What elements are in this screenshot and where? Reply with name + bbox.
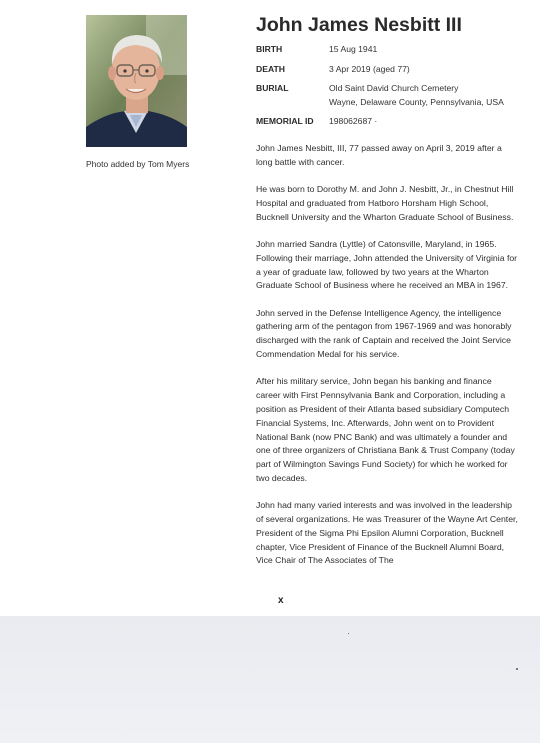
scan-speck <box>516 668 518 670</box>
bio-paragraph: After his military service, John began his banking and finance career with First Pennsylvania Bank and Corporation, including a position as President of their Atlanta based subsidiary Computech Financial Systems, Inc. Afterwards, John went on to Provident National Bank (now PNC Bank) and was ultimately a founder and one of three organizers of Christiana Bank & Trust Company (today part of Wilmington Savings Fund Society) for which he worked for two decades. <box>256 376 515 483</box>
photo-caption: Photo added by Tom Myers <box>86 159 190 169</box>
fact-label: BIRTH <box>256 44 283 54</box>
fact-memorial-id <box>256 115 526 129</box>
fact-burial <box>256 82 526 109</box>
bio-paragraph: John served in the Defense Intelligence Agency, the intelligence gathering arm of the pentagon from 1967-1969 and was honorably discharged with the rank of Captain and received the Joint Service Commendation Medal for his service. <box>256 307 512 360</box>
fact-value <box>329 115 377 129</box>
fact-label: BURIAL <box>256 83 289 93</box>
death-date: 3 Apr 2019 (aged 77) <box>329 63 410 74</box>
birth-date: 15 Aug 1941 <box>329 44 378 54</box>
burial-cemetery: Old Saint David Church Cemetery <box>329 83 459 93</box>
bio-paragraph: John James Nesbitt, III, 77 passed away on April 3, 2019 after a long battle with cancer. <box>256 143 502 167</box>
fact-value <box>329 82 504 109</box>
fact-label: MEMORIAL ID <box>256 116 314 126</box>
vital-facts <box>256 43 526 135</box>
scan-speck <box>348 633 349 634</box>
fact-value <box>329 63 410 77</box>
fact-birth <box>256 43 526 57</box>
fact-label: DEATH <box>256 63 285 74</box>
fact-value <box>329 43 377 57</box>
memorial-id: 198062687 · <box>329 116 378 126</box>
bio-paragraph: John had many varied interests and was involved in the leadership of several organizations. He was Treasurer of the Wayne Art Center, President of the Sigma Phi Epsilon Alumni Corporation, Bucknell chapter, Vice President of Finance of the Bucknell Alumni Board, Vice Chair of The Associates of The <box>256 500 518 566</box>
memorial-photo <box>86 15 187 147</box>
fact-death <box>256 63 526 77</box>
biography <box>256 142 518 582</box>
close-icon[interactable]: x <box>278 595 284 606</box>
bio-paragraph: John married Sandra (Lyttle) of Catonsville, Maryland, in 1965. Following their marriage, John attended the University of Virginia for a year of graduate law, followed by two years at the Wharton Graduate School of Business where he received an MBA in 1967. <box>256 238 518 291</box>
bio-paragraph: He was born to Dorothy M. and John J. Nesbitt, Jr., in Chestnut Hill Hospital and graduated from Hatboro Horsham High School, Bucknell University and the Wharton Graduate School of Business. <box>256 184 514 222</box>
burial-location: Wayne, Delaware County, Pennsylvania, USA <box>329 96 504 107</box>
memorial-name: John James Nesbitt III <box>256 14 462 36</box>
scan-margin <box>0 616 540 743</box>
